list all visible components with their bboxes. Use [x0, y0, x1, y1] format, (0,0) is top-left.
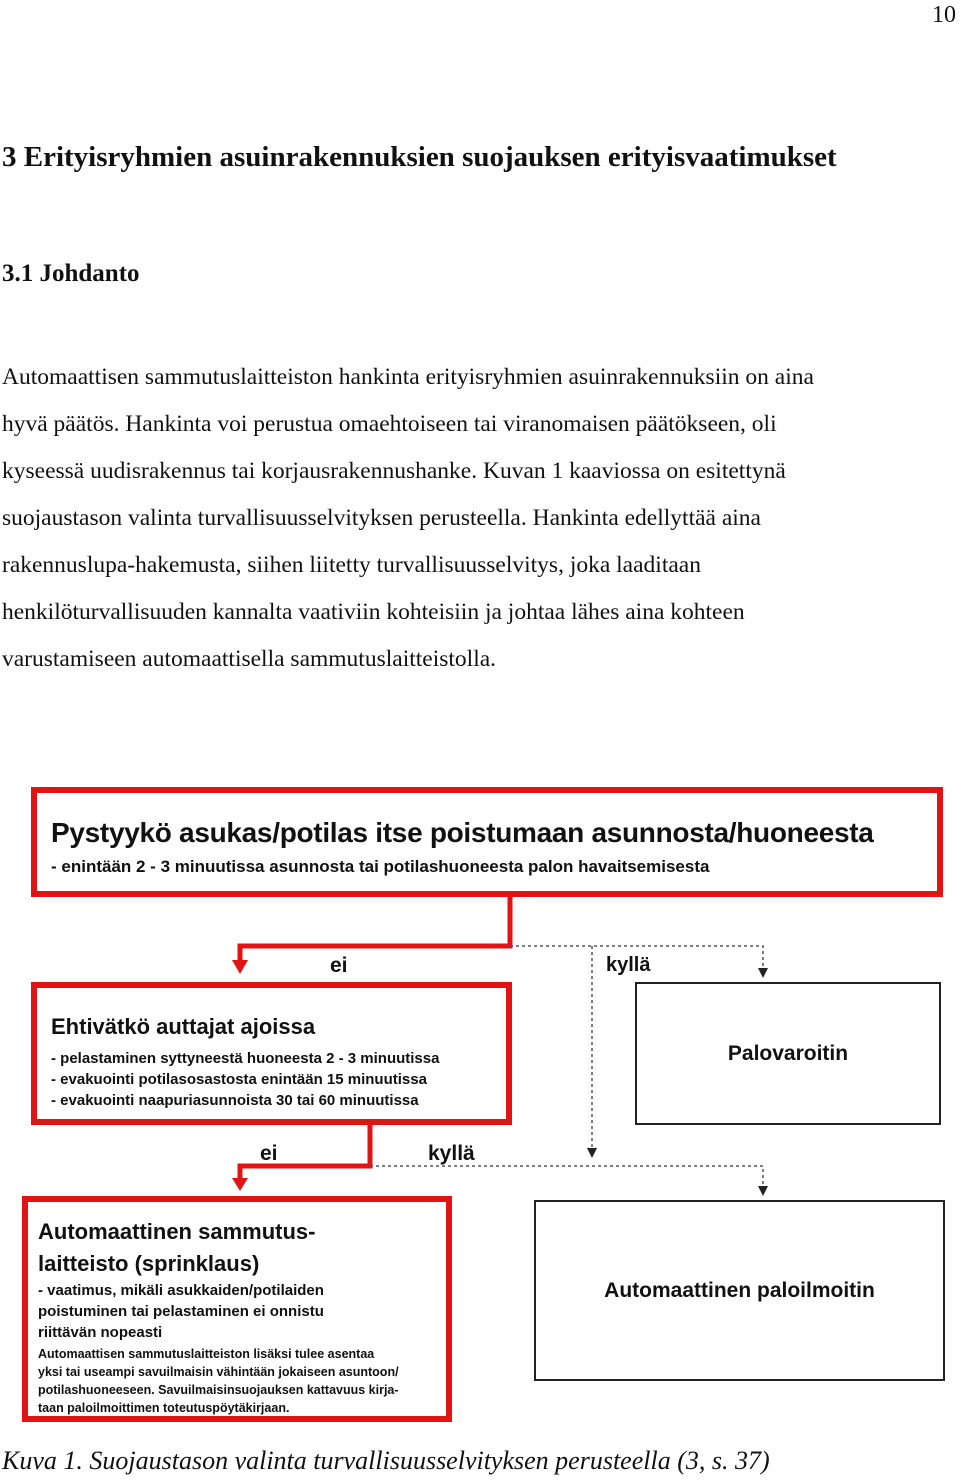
result-box-fire-alarm [534, 1200, 945, 1381]
question-subtitle: - enintään 2 - 3 minuutissa asunnosta tai potilashuoneesta palon havaitsemisesta [51, 857, 710, 876]
sprinkler-requirement: riittävän nopeasti [38, 1324, 163, 1341]
page-number: 10 [932, 2, 956, 28]
paragraph-line: suojaustason valinta turvallisuusselvityksen perusteella. Hankinta edellyttää aina [2, 505, 761, 531]
fire-alarm-title: Automaattinen paloilmoitin [604, 1278, 875, 1302]
red-connector-ei-1 [240, 897, 510, 962]
question-title: Pystyykö asukas/potilas itse poistumaan asunnosta/huoneesta [51, 817, 874, 848]
result-box-sprinkler [22, 1196, 452, 1422]
black-arrow-head-2 [587, 1148, 597, 1158]
label-ei: ei [260, 1142, 278, 1165]
label-ei: ei [330, 954, 348, 977]
paragraph-line: hyvä päätös. Hankinta voi perustua omaehtoiseen tai viranomaisen päätökseen, oli [2, 411, 777, 437]
sprinkler-note: Automaattisen sammutuslaitteiston lisäksi tulee asentaa [38, 1347, 375, 1361]
sprinkler-note: taan paloilmoittimen toteutuspöytäkirjaan. [38, 1401, 290, 1415]
paragraph-line: henkilöturvallisuuden kannalta vaativiin kohteisiin ja johtaa lähes aina kohteen [2, 599, 745, 625]
paragraph-line: kyseessä uudisrakennus tai korjausrakennushanke. Kuvan 1 kaaviossa on esitettynä [2, 458, 786, 484]
sprinkler-requirement: - vaatimus, mikäli asukkaiden/potilaiden [38, 1282, 324, 1299]
helpers-item: - evakuointi potilasosastosta enintään 15 minuutissa [51, 1071, 427, 1088]
figure-caption: Kuva 1. Suojaustason valinta turvallisuusselvityksen perusteella (3, s. 37) [2, 1446, 770, 1475]
question-box-helpers-in-time [31, 982, 512, 1125]
question-box-resident-exit [31, 787, 943, 897]
dotted-connector-kylla-2 [370, 1166, 763, 1188]
sprinkler-title: Automaattinen sammutus- [38, 1219, 316, 1244]
helpers-title: Ehtivätkö auttajat ajoissa [51, 1014, 316, 1039]
label-kylla: kyllä [428, 1142, 475, 1165]
black-arrow-head-3 [758, 1186, 768, 1196]
label-kylla: kyllä [606, 954, 651, 976]
sprinkler-note: potilashuoneeseen. Savuilmaisinsuojauksen kattavuus kirja- [38, 1383, 399, 1397]
smoke-alarm-title: Palovaroitin [727, 1041, 849, 1065]
sprinkler-title: laitteisto (sprinklaus) [38, 1251, 260, 1276]
black-arrow-head-1 [758, 968, 768, 978]
red-arrow-head-1 [232, 960, 248, 974]
paragraph-line: rakennuslupa-hakemusta, siihen liitetty turvallisuusselvitys, joka laaditaan [2, 552, 701, 578]
chapter-heading: 3 Erityisryhmien asuinrakennuksien suojauksen erityisvaatimukset [2, 141, 837, 173]
sprinkler-requirement: poistuminen tai pelastaminen ei onnistu [38, 1303, 324, 1320]
helpers-item: - pelastaminen syttyneestä huoneesta 2 - 3 minuutissa [51, 1050, 440, 1067]
paragraph-line: Automaattisen sammutuslaitteiston hankinta erityisryhmien asuinrakennuksiin on aina [2, 364, 814, 390]
red-arrow-head-2 [232, 1178, 248, 1191]
paragraph-line: varustamiseen automaattisella sammutuslaitteistolla. [2, 646, 497, 672]
sprinkler-note: yksi tai useampi savuilmaisin vähintään jokaiseen asuntoon/ [38, 1365, 399, 1379]
result-box-smoke-alarm [635, 982, 941, 1125]
helpers-item: - evakuointi naapuriasunnoista 30 tai 60 minuutissa [51, 1092, 419, 1109]
section-heading: 3.1 Johdanto [2, 260, 140, 287]
